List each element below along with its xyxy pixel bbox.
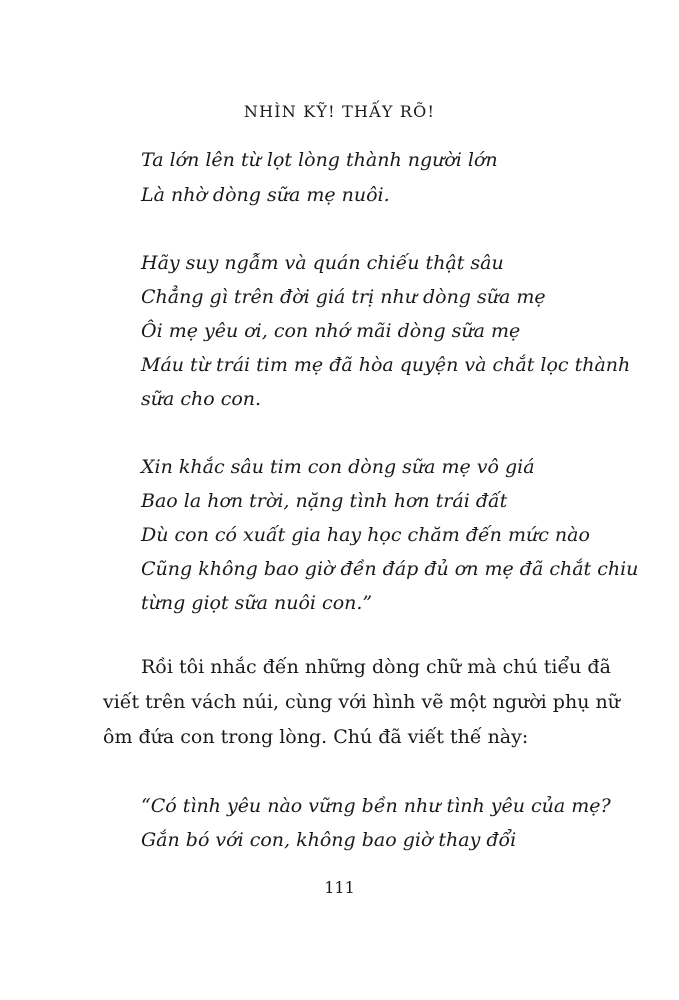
- poem-line: Ôi mẹ yêu ơi, con nhớ mãi dòng sữa mẹ: [141, 320, 521, 342]
- poem-line: Hãy suy ngẫm và quán chiếu thật sâu: [141, 252, 504, 274]
- paragraph-line: ôm đứa con trong lòng. Chú đã viết thế này:: [103, 726, 529, 748]
- page-number: 111: [324, 878, 355, 897]
- poem-line: Là nhờ dòng sữa mẹ nuôi.: [141, 184, 390, 206]
- poem-line: từng giọt sữa nuôi con.”: [141, 592, 373, 614]
- poem-line: Chẳng gì trên đời giá trị như dòng sữa mẹ: [141, 286, 546, 308]
- chapter-title: NHÌN KỸ! THẤY RÕ!: [243, 102, 436, 121]
- quote-line: “Có tình yêu nào vững bền như tình yêu của mẹ?: [141, 795, 611, 817]
- poem-line: Ta lớn lên từ lọt lòng thành người lớn: [141, 149, 498, 171]
- poem-line: Bao la hơn trời, nặng tình hơn trái đất: [141, 490, 508, 512]
- paragraph-line: Rồi tôi nhắc đến những dòng chữ mà chú tiểu đã: [141, 656, 611, 678]
- poem-line: Cũng không bao giờ đền đáp đủ ơn mẹ đã chắt chiu: [141, 558, 639, 580]
- quote-line: Gắn bó với con, không bao giờ thay đổi: [141, 829, 517, 851]
- paragraph-line: viết trên vách núi, cùng với hình vẽ một người phụ nữ: [103, 691, 620, 713]
- poem-line: Dù con có xuất gia hay học chăm đến mức nào: [141, 524, 590, 546]
- poem-line: Máu từ trái tim mẹ đã hòa quyện và chắt lọc thành: [141, 354, 631, 376]
- poem-line: Xin khắc sâu tim con dòng sữa mẹ vô giá: [141, 456, 535, 478]
- poem-line: sữa cho con.: [141, 388, 262, 410]
